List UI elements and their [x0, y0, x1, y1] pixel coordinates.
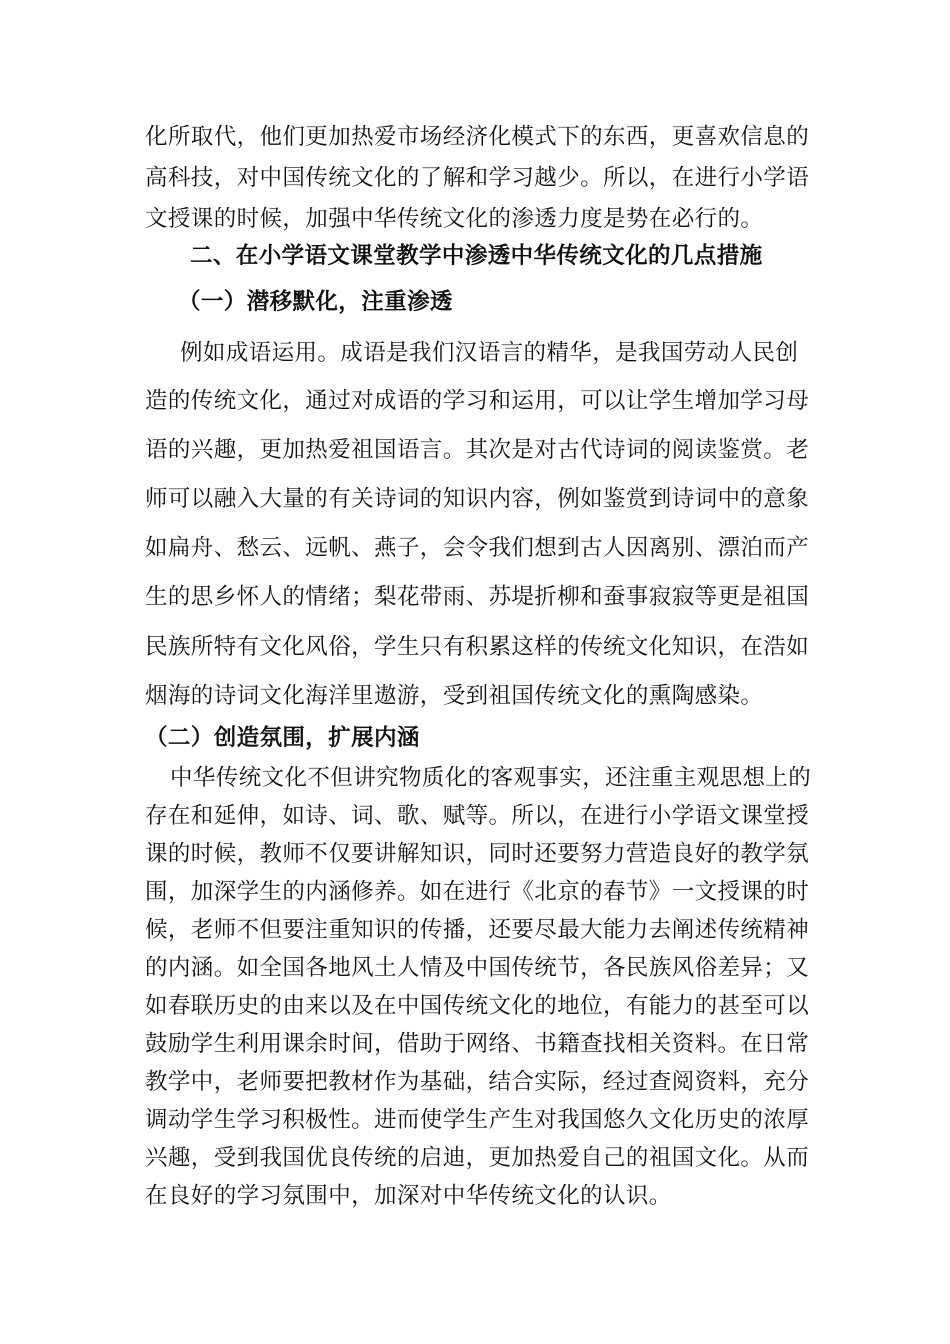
paragraph-2-line: 烟海的诗词文化海洋里遨游，受到祖国传统文化的熏陶感染。 [145, 683, 764, 709]
paragraph-3-line: 候，老师不但要注重知识的传播，还要尽最大能力去阐述传统精神 [145, 917, 810, 943]
section-heading: 二、在小学语文课堂教学中渗透中华传统文化的几点措施 [190, 243, 763, 269]
paragraph-3-line: 中华传统文化不但讲究物质化的客观事实，还注重主观思想上的 [170, 765, 812, 791]
paragraph-3-line: 存在和延伸，如诗、词、歌、赋等。所以，在进行小学语文课堂授 [145, 803, 810, 829]
subheading-1: （一）潜移默化，注重渗透 [178, 289, 453, 315]
paragraph-3-line: 的内涵。如全国各地风土人情及中国传统节，各民族风俗差异；又 [145, 955, 810, 981]
paragraph-3-line: 鼓励学生利用课余时间，借助于网络、书籍查找相关资料。在日常 [145, 1031, 810, 1057]
paragraph-3-line: 围，加深学生的内涵修养。如在进行《北京的春节》一文授课的时 [145, 879, 810, 905]
paragraph-1-line: 高科技，对中国传统文化的了解和学习越少。所以，在进行小学语 [145, 165, 810, 191]
paragraph-1-line: 文授课的时候，加强中华传统文化的渗透力度是势在必行的。 [145, 206, 764, 232]
paragraph-2-line: 师可以融入大量的有关诗词的知识内容，例如鉴赏到诗词中的意象 [145, 486, 810, 512]
paragraph-2-line: 民族所特有文化风俗，学生只有积累这样的传统文化知识，在浩如 [145, 634, 810, 660]
paragraph-2-line: 造的传统文化，通过对成语的学习和运用，可以让学生增加学习母 [145, 388, 810, 414]
paragraph-2-line: 生的思乡怀人的情绪；梨花带雨、苏堤折柳和蚕事寂寂等更是祖国 [145, 584, 810, 610]
paragraph-3-line: 如春联历史的由来以及在中国传统文化的地位，有能力的甚至可以 [145, 993, 810, 1019]
paragraph-2-line: 例如成语运用。成语是我们汉语言的精华，是我国劳动人民创 [180, 340, 799, 366]
paragraph-3-line: 在良好的学习氛围中，加深对中华传统文化的认识。 [145, 1183, 672, 1209]
paragraph-2-line: 如扁舟、愁云、远帆、燕子，会令我们想到古人因离别、漂泊而产 [145, 535, 810, 561]
paragraph-3-line: 兴趣，受到我国优良传统的启迪，更加热爱自己的祖国文化。从而 [145, 1145, 810, 1171]
paragraph-3-line: 课的时候，教师不仅要讲解知识，同时还要努力营造良好的教学氛 [145, 841, 810, 867]
paragraph-2-line: 语的兴趣，更加热爱祖国语言。其次是对古代诗词的阅读鉴赏。老 [145, 437, 810, 463]
paragraph-3-line: 调动学生学习积极性。进而使学生产生对我国悠久文化历史的浓厚 [145, 1107, 810, 1133]
paragraph-1-line: 化所取代，他们更加热爱市场经济化模式下的东西，更喜欢信息的 [145, 124, 810, 150]
subheading-2: （二）创造氛围，扩展内涵 [145, 725, 420, 751]
paragraph-3-line: 教学中，老师要把教材作为基础，结合实际，经过查阅资料，充分 [145, 1069, 810, 1095]
